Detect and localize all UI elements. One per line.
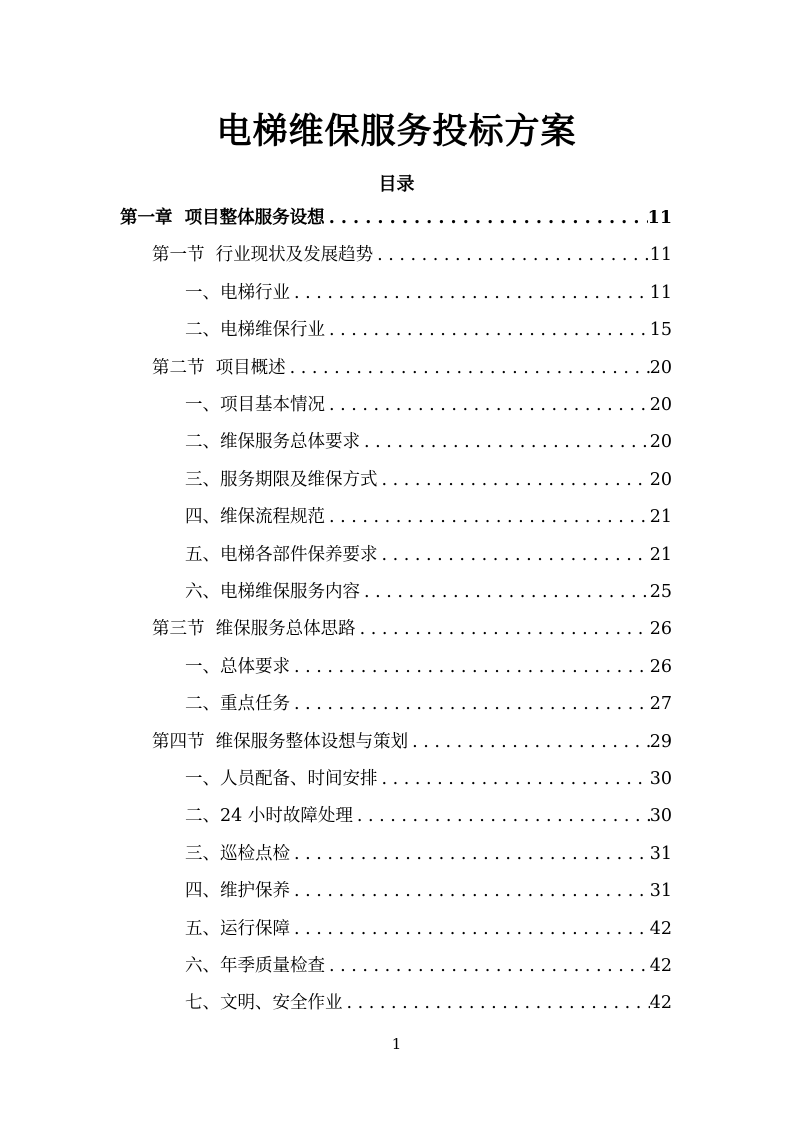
toc-entry[interactable] (120, 203, 672, 233)
dot-leader (290, 914, 650, 944)
toc-entry[interactable] (152, 353, 672, 383)
toc-entry[interactable] (185, 876, 672, 906)
dot-leader (290, 839, 650, 869)
toc-entry-page: 20 (649, 395, 672, 415)
toc-entry[interactable] (185, 540, 672, 570)
toc-entry[interactable] (185, 278, 672, 308)
toc-entry-label: 七、文明、安全作业 (185, 993, 343, 1014)
toc-entry-page: 42 (649, 993, 672, 1014)
toc-entry-page: 30 (649, 806, 672, 827)
toc-entry-label: 六、电梯维保服务内容 (185, 582, 360, 602)
toc-entry-page: 42 (649, 956, 672, 976)
toc-entry-page: 21 (649, 507, 672, 528)
toc-entry-label: 二、24 小时故障处理 (185, 806, 353, 827)
toc-entry-label: 第二节 项目概述 (152, 357, 286, 378)
toc-entry[interactable] (185, 652, 672, 682)
dot-leader (290, 876, 650, 906)
dot-leader (325, 502, 650, 532)
dot-leader (353, 801, 650, 831)
toc-entry[interactable] (185, 914, 672, 944)
dot-leader (360, 427, 650, 457)
toc-heading: 目录 (378, 174, 415, 195)
dot-leader (286, 353, 650, 383)
dot-leader (343, 988, 650, 1018)
dot-leader (360, 577, 650, 607)
toc-entry[interactable] (185, 502, 672, 532)
toc-entry[interactable] (185, 315, 672, 345)
toc-entry-label: 第四节 维保服务整体设想与策划 (152, 731, 409, 752)
toc-entry-page: 11 (649, 245, 672, 266)
toc-entry-label: 二、电梯维保行业 (185, 320, 325, 341)
toc-entry[interactable] (152, 727, 672, 757)
toc-entry-page: 11 (647, 208, 672, 228)
toc-entry-page: 21 (649, 544, 672, 565)
toc-entry[interactable] (185, 764, 672, 794)
toc-entry-label: 三、巡检点检 (185, 843, 290, 864)
document-title: 电梯维保服务投标方案 (216, 111, 577, 152)
toc-entry-page: 31 (649, 843, 672, 864)
dot-leader (325, 315, 650, 345)
dot-leader (290, 652, 650, 682)
toc-entry[interactable] (185, 465, 672, 495)
toc-entry-page: 29 (649, 731, 672, 752)
dot-leader (290, 689, 650, 719)
toc-entry-page: 20 (649, 357, 672, 378)
toc-entry-label: 第三节 维保服务总体思路 (152, 619, 356, 640)
toc-entry-page: 42 (649, 918, 672, 939)
toc-entry-page: 11 (649, 282, 672, 303)
toc-entry-page: 31 (649, 881, 672, 902)
toc-entry-label: 二、维保服务总体要求 (185, 432, 360, 453)
toc-entry-page: 30 (649, 769, 672, 789)
toc-entry-label: 五、运行保障 (185, 918, 290, 939)
dot-leader (408, 727, 650, 757)
toc-entry-label: 四、维保流程规范 (185, 507, 325, 528)
toc-entry[interactable] (185, 951, 672, 981)
page-number: 1 (391, 1035, 402, 1053)
toc-entry-label: 一、总体要求 (185, 656, 290, 677)
toc-entry-label: 一、人员配备、时间安排 (185, 769, 378, 789)
toc-entry-page: 20 (649, 469, 672, 490)
dot-leader (290, 278, 650, 308)
dot-leader (378, 465, 650, 495)
toc-entry[interactable] (185, 427, 672, 457)
toc-entry-label: 三、服务期限及维保方式 (185, 469, 378, 490)
toc-entry-page: 26 (649, 619, 672, 640)
dot-leader (378, 540, 650, 570)
toc-entry-label: 六、年季质量检查 (185, 956, 325, 976)
dot-leader (325, 203, 648, 233)
toc-entry-label: 一、电梯行业 (185, 282, 290, 303)
toc-entry-label: 五、电梯各部件保养要求 (185, 544, 378, 565)
dot-leader (325, 390, 650, 420)
dot-leader (325, 951, 650, 981)
toc-entry-label: 第一章 项目整体服务设想 (120, 208, 325, 228)
toc-entry-page: 25 (649, 582, 672, 602)
toc-entry[interactable] (185, 839, 672, 869)
toc-entry-label: 第一节 行业现状及发展趋势 (152, 245, 374, 266)
toc-entry[interactable] (185, 801, 672, 831)
toc-entry[interactable] (185, 577, 672, 607)
toc-entry-page: 20 (649, 432, 672, 453)
toc-entry-page: 27 (649, 694, 672, 715)
dot-leader (373, 240, 650, 270)
dot-leader (356, 614, 650, 644)
toc-entry-label: 一、项目基本情况 (185, 395, 325, 415)
toc-entry[interactable] (185, 390, 672, 420)
toc-entry-page: 26 (649, 656, 672, 677)
dot-leader (378, 764, 650, 794)
toc-entry[interactable] (185, 988, 672, 1018)
toc-entry[interactable] (185, 689, 672, 719)
toc-entry[interactable] (152, 240, 672, 270)
toc-entry-label: 二、重点任务 (185, 694, 290, 715)
toc-entry-page: 15 (649, 320, 672, 341)
toc-entry[interactable] (152, 614, 672, 644)
toc-entry-label: 四、维护保养 (185, 881, 290, 902)
